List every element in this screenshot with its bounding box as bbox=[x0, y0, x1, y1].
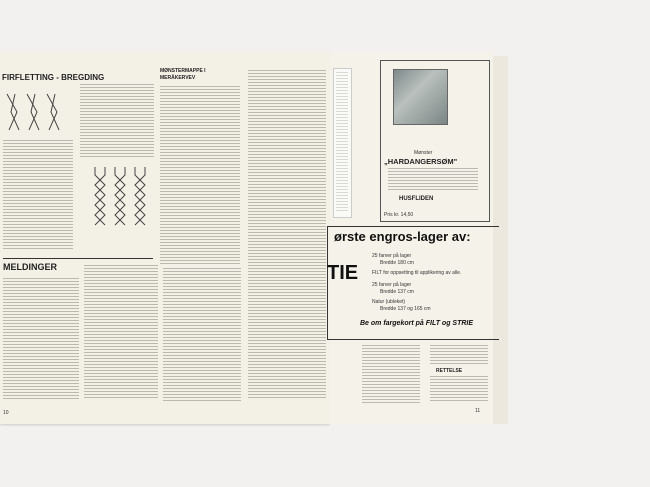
ad-description bbox=[388, 168, 478, 190]
page-number-left: 10 bbox=[3, 410, 9, 416]
strie-letters: TIE bbox=[327, 262, 359, 284]
item-6: Natur (ubleket) bbox=[372, 299, 406, 305]
section-heading-rettelse: RETTELSE bbox=[436, 368, 463, 374]
item-7: Bredde 137 og 165 cm bbox=[380, 306, 431, 312]
body-text-column bbox=[163, 268, 241, 402]
body-text-column bbox=[160, 86, 240, 266]
knot-net-diagram bbox=[90, 165, 150, 235]
body-text-column bbox=[84, 265, 158, 400]
item-3: FILT for oppsetting til applikering av alle. bbox=[372, 270, 462, 276]
ad-publisher: HUSFLIDEN bbox=[399, 196, 434, 202]
item-4: 25 farver på lager bbox=[372, 282, 412, 288]
section-heading-firfletting: FIRFLETTING - BREGDING bbox=[2, 73, 105, 82]
body-text-column bbox=[3, 278, 79, 400]
item-2: Bredde 180 cm bbox=[380, 260, 414, 266]
book-cover-image bbox=[393, 69, 448, 125]
divider bbox=[3, 258, 153, 259]
body-text-column bbox=[80, 84, 154, 158]
item-5: Bredde 137 cm bbox=[380, 289, 414, 295]
ad-tagline: Be om fargekort på FILT og STRIE bbox=[360, 320, 474, 327]
body-text-column bbox=[248, 70, 326, 400]
body-text-column bbox=[336, 72, 348, 212]
item-1: 25 farver på lager bbox=[372, 253, 412, 259]
ad-label: Mønster bbox=[414, 150, 433, 156]
section-heading-merakervev: MERÅKERVEV bbox=[160, 75, 196, 81]
page-number-right: 11 bbox=[475, 408, 481, 414]
ad-headline: ørste engros-lager av: bbox=[334, 229, 471, 244]
section-heading-meldinger: MELDINGER bbox=[3, 262, 57, 272]
body-text-column bbox=[430, 376, 488, 402]
body-text-column bbox=[430, 345, 488, 365]
ad-price: Pris kr. 14,50 bbox=[384, 212, 414, 218]
body-text-column bbox=[362, 345, 420, 405]
body-text-column bbox=[3, 140, 73, 250]
section-heading-monstermappe: MØNSTERMAPPE I bbox=[160, 68, 206, 74]
ad-title: „HARDANGERSØM" bbox=[384, 157, 458, 166]
braiding-diagram bbox=[5, 92, 75, 132]
